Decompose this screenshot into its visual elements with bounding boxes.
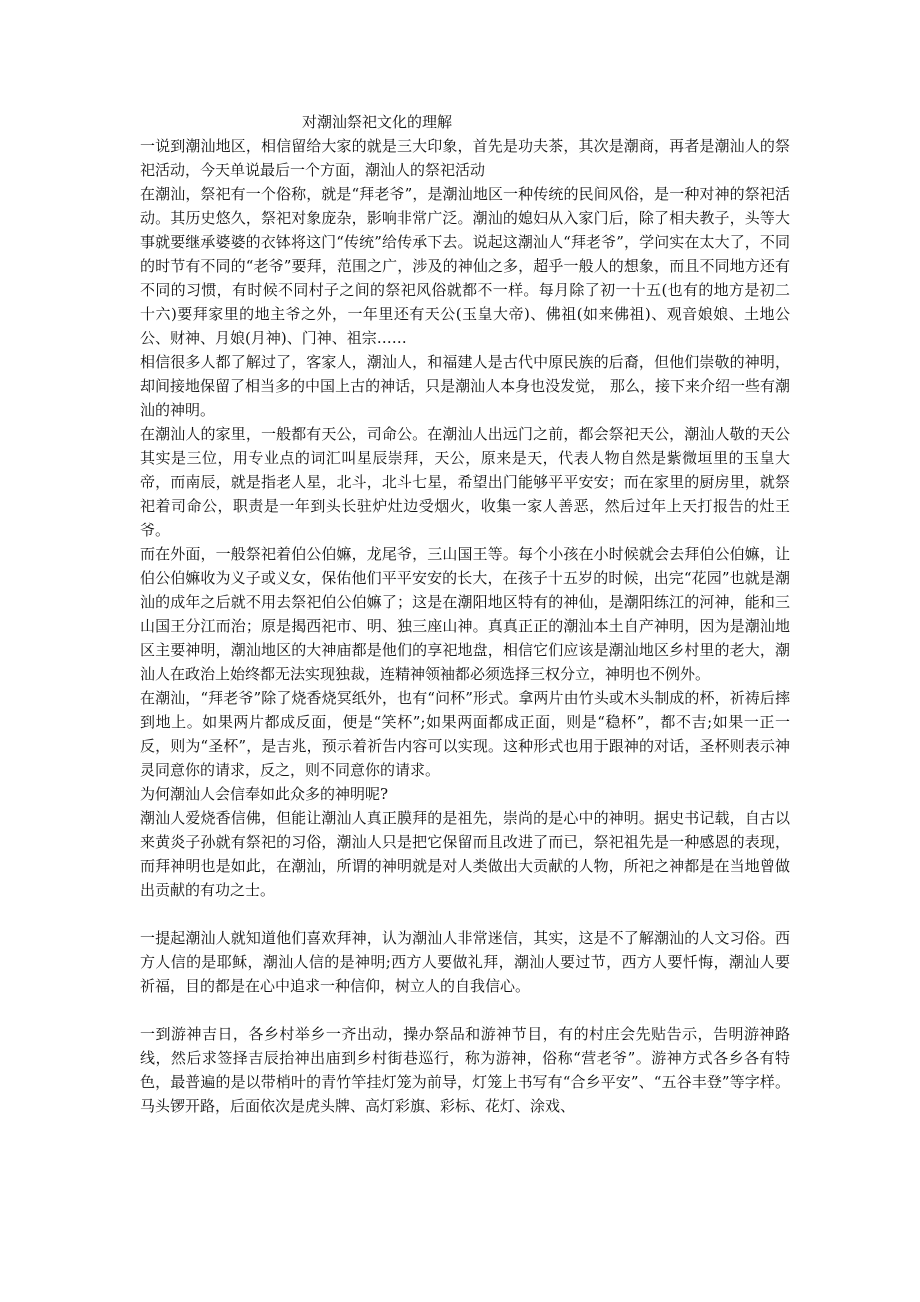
paragraph-procession: 一到游神吉日，各乡村举乡一齐出动，操办祭品和游神节目，有的村庄会先贴告示，告明游神路线，然后求签择吉辰抬神出庙到乡村街巷巡行，称为游神，俗称“营老爷”。游神方式各乡各有特色，最普遍的是以带梢叶的青竹竿挂灯笼为前导，灯笼上书写有“合乡平安”、“五谷丰登”等字样。马头锣开路，后面依次是虎头牌、高灯彩旗、彩标、花灯、涂戏、: [140, 1025, 790, 1115]
paragraph-bailaoye: 在潮汕，祭祀有一个俗称，就是“拜老爷”，是潮汕地区一种传统的民间风俗，是一种对神的祭祀活动。其历史悠久，祭祀对象庞杂，影响非常广泛。潮汕的媳妇从入家门后，除了相夫教子，头等大事就要继承婆婆的衣钵将这门“传统”给传承下去。说起这潮汕人“拜老爷”，学问实在太大了，不同的时节有不同的“老爷”要拜，范围之广，涉及的神仙之多，超乎一般人的想象，而且不同地方还有不同的习惯，有时候不同村子之间的祭祀风俗就都不一样。每月除了初一十五(也有的地方是初二十六)要拜家里的地主爷之外，一年里还有天公(玉皇大帝)、佛祖(如来佛祖)、观音娘娘、土地公公、财神、月娘(月神)、门神、祖宗……: [140, 185, 790, 347]
paragraph-question: 为何潮汕人会信奉如此众多的神明呢?: [140, 785, 389, 803]
document-body: [140, 110, 790, 1118]
paragraph-ancestors: 潮汕人爱烧香信佛，但能让潮汕人真正膜拜的是祖先，崇尚的是心中的神明。据史书记载，自古以来黄炎子孙就有祭祀的习俗，潮汕人只是把它保留而且改进了而已，祭祀祖先是一种感恩的表现，而拜神明也是如此，在潮汕，所谓的神明就是对人类做出大贡献的人物，所祀之神都是在当地曾做出贡献的有功之士。: [140, 809, 790, 899]
paragraph-origins: 相信很多人都了解过了，客家人，潮汕人，和福建人是古代中原民族的后裔，但他们崇敬的神明，却间接地保留了相当多的中国上古的神话，只是潮汕人本身也没发觉， 那么，接下来介绍一些有潮汕的神明。: [140, 353, 790, 419]
paragraph-spacer: [140, 998, 790, 1022]
paragraph-household-gods: 在潮汕人的家里，一般都有天公，司命公。在潮汕人出远门之前，都会祭祀天公，潮汕人敬的天公其实是三位，用专业点的词汇叫星辰崇拜，天公，原来是天，代表人物自然是紫微垣里的玉皇大帝，而南辰，就是指老人星，北斗，北斗七星，希望出门能够平平安安；而在家里的厨房里，就祭祀着司命公，职责是一年到头长驻炉灶边受烟火，收集一家人善恶，然后过年上天打报告的灶王爷。: [140, 425, 790, 539]
document-title: 对潮汕祭祀文化的理解: [302, 113, 453, 131]
paragraph-wenbei: 在潮汕，“拜老爷”除了烧香烧冥纸外，也有“问杯”形式。拿两片由竹头或木头制成的杯，祈祷后摔到地上。如果两片都成反面，便是“笑杯”;如果两面都成正面，则是“稳杯”，都不吉;如果一正一反，则为“圣杯”，是吉兆，预示着祈告内容可以实现。这种形式也用于跟神的对话，圣杯则表示神灵同意你的请求，反之，则不同意你的请求。: [140, 689, 790, 779]
paragraph-intro: 一说到潮汕地区，相信留给大家的就是三大印象，首先是功夫茶，其次是潮商，再者是潮汕人的祭祀活动，今天单说最后一个方面，潮汕人的祭祀活动: [140, 137, 790, 179]
paragraph-spacer: [140, 902, 790, 926]
paragraph-outdoor-gods: 而在外面，一般祭祀着伯公伯嫲，龙尾爷，三山国王等。每个小孩在小时候就会去拜伯公伯嫲，让伯公伯嫲收为义子或义女，保佑他们平平安安的长大，在孩子十五岁的时候，出完“花园”也就是潮汕的成年之后就不用去祭祀伯公伯嫲了；这是在潮阳地区特有的神仙，是潮阳练江的河神，能和三山国王分江而治；原是揭西祀市、明、独三座山神。真真正正的潮汕本土自产神明，因为是潮汕地区主要神明，潮汕地区的大神庙都是他们的享祀地盘，相信它们应该是潮汕地区乡村里的老大，潮汕人在政治上始终都无法实现独裁，连精神领袖都必须选择三权分立，神明也不例外。: [140, 545, 790, 683]
paragraph-beliefs: 一提起潮汕人就知道他们喜欢拜神，认为潮汕人非常迷信，其实，这是不了解潮汕的人文习俗。西方人信的是耶稣，潮汕人信的是神明;西方人要做礼拜，潮汕人要过节，西方人要忏悔，潮汕人要祈福，目的都是在心中追求一种信仰，树立人的自我信心。: [140, 929, 790, 995]
